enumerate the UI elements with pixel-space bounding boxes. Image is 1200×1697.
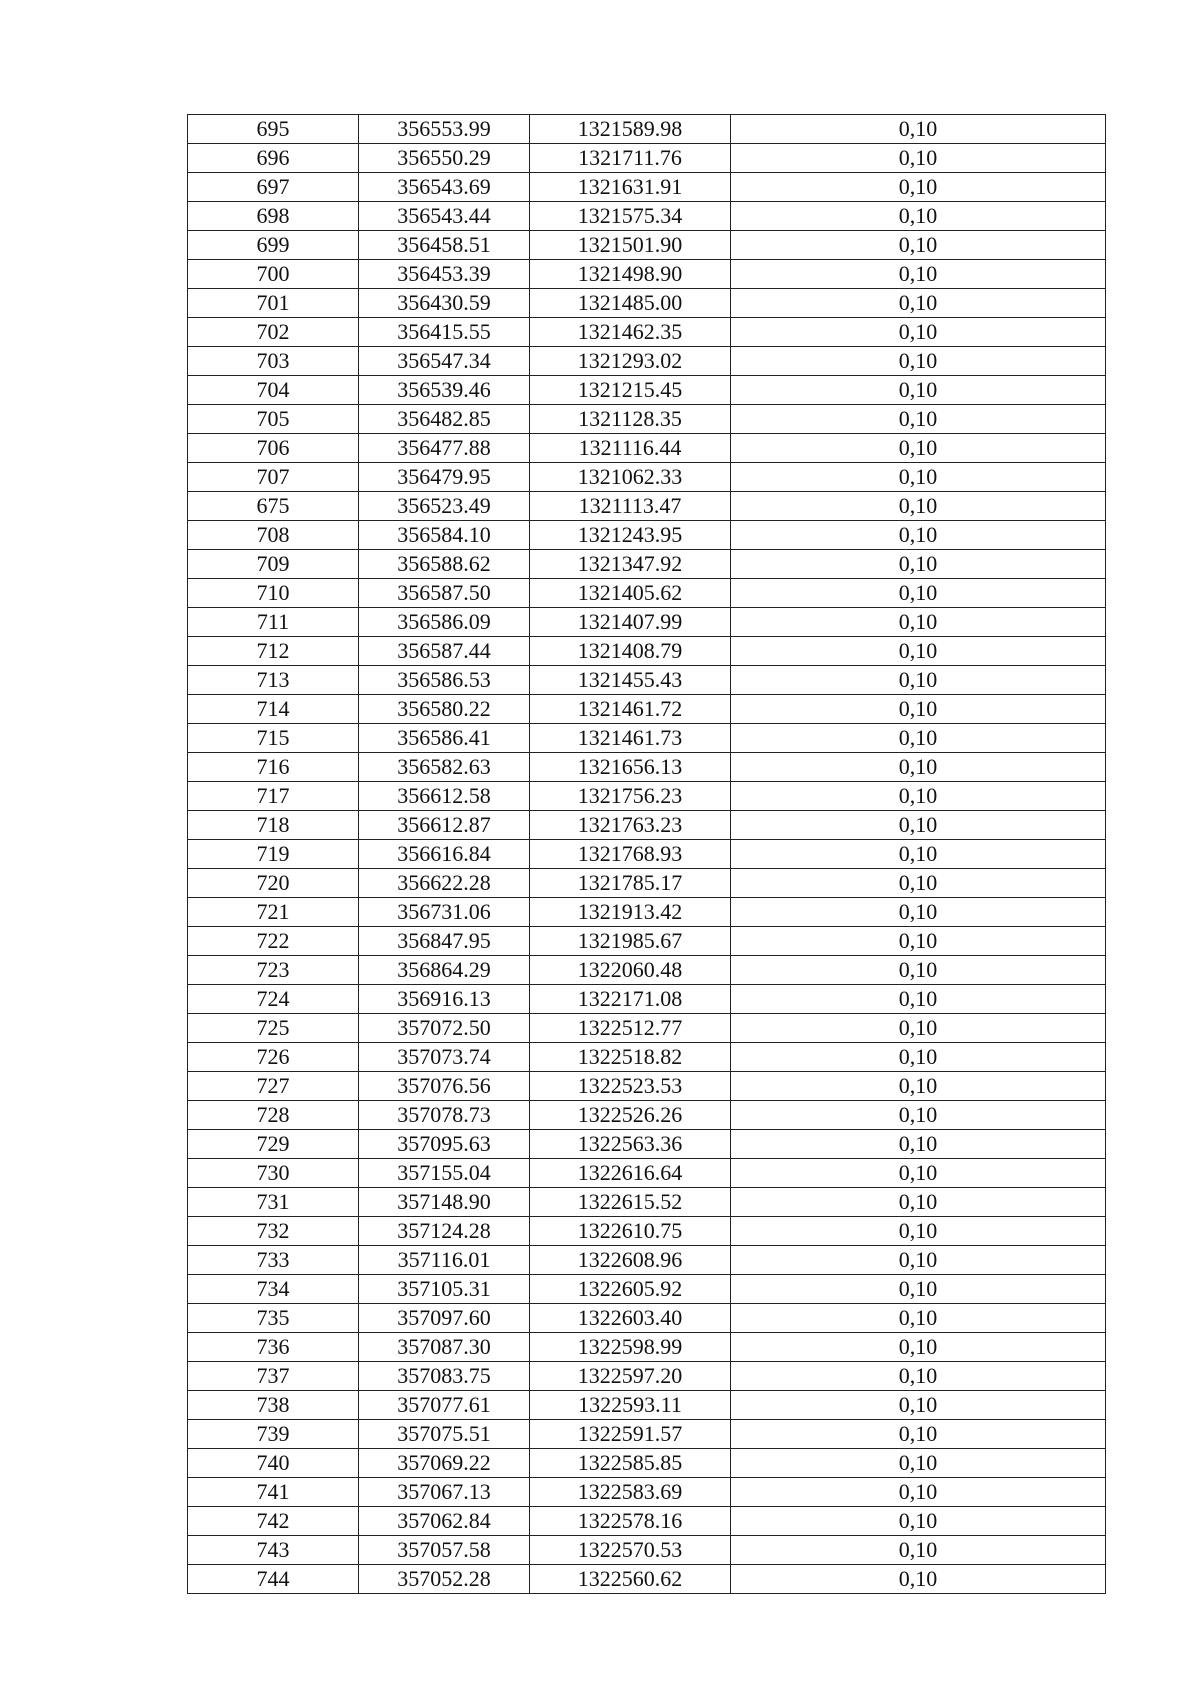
- value-cell: 0,10: [731, 1072, 1106, 1101]
- point-number-cell: 716: [188, 753, 359, 782]
- x-coordinate-cell: 356586.09: [359, 608, 530, 637]
- value-cell: 0,10: [731, 1536, 1106, 1565]
- point-number-cell: 696: [188, 144, 359, 173]
- point-number-cell: 717: [188, 782, 359, 811]
- table-row: [188, 289, 1106, 318]
- table-row: [188, 318, 1106, 347]
- value-cell: 0,10: [731, 608, 1106, 637]
- point-number-cell: 701: [188, 289, 359, 318]
- x-coordinate-cell: 357062.84: [359, 1507, 530, 1536]
- value-cell: 0,10: [731, 289, 1106, 318]
- y-coordinate-cell: 1322518.82: [530, 1043, 731, 1072]
- x-coordinate-cell: 356415.55: [359, 318, 530, 347]
- table-row: [188, 405, 1106, 434]
- value-cell: 0,10: [731, 956, 1106, 985]
- table-row: [188, 202, 1106, 231]
- table-row: [188, 1072, 1106, 1101]
- value-cell: 0,10: [731, 637, 1106, 666]
- x-coordinate-cell: 356539.46: [359, 376, 530, 405]
- point-number-cell: 713: [188, 666, 359, 695]
- x-coordinate-cell: 357069.22: [359, 1449, 530, 1478]
- point-number-cell: 698: [188, 202, 359, 231]
- y-coordinate-cell: 1321243.95: [530, 521, 731, 550]
- x-coordinate-cell: 356477.88: [359, 434, 530, 463]
- value-cell: 0,10: [731, 1043, 1106, 1072]
- value-cell: 0,10: [731, 1188, 1106, 1217]
- y-coordinate-cell: 1322060.48: [530, 956, 731, 985]
- y-coordinate-cell: 1321913.42: [530, 898, 731, 927]
- point-number-cell: 730: [188, 1159, 359, 1188]
- y-coordinate-cell: 1321461.72: [530, 695, 731, 724]
- table-row: [188, 753, 1106, 782]
- x-coordinate-cell: 356612.87: [359, 811, 530, 840]
- x-coordinate-cell: 356864.29: [359, 956, 530, 985]
- y-coordinate-cell: 1322526.26: [530, 1101, 731, 1130]
- value-cell: 0,10: [731, 202, 1106, 231]
- value-cell: 0,10: [731, 1478, 1106, 1507]
- point-number-cell: 728: [188, 1101, 359, 1130]
- value-cell: 0,10: [731, 492, 1106, 521]
- table-row: [188, 1217, 1106, 1246]
- value-cell: 0,10: [731, 434, 1106, 463]
- y-coordinate-cell: 1322598.99: [530, 1333, 731, 1362]
- table-row: [188, 492, 1106, 521]
- value-cell: 0,10: [731, 1159, 1106, 1188]
- y-coordinate-cell: 1321785.17: [530, 869, 731, 898]
- table-row: [188, 231, 1106, 260]
- table-row: [188, 347, 1106, 376]
- y-coordinate-cell: 1321113.47: [530, 492, 731, 521]
- y-coordinate-cell: 1321498.90: [530, 260, 731, 289]
- value-cell: 0,10: [731, 1304, 1106, 1333]
- table-row: [188, 463, 1106, 492]
- table-row: [188, 782, 1106, 811]
- y-coordinate-cell: 1322563.36: [530, 1130, 731, 1159]
- x-coordinate-cell: 356616.84: [359, 840, 530, 869]
- x-coordinate-cell: 357067.13: [359, 1478, 530, 1507]
- y-coordinate-cell: 1322512.77: [530, 1014, 731, 1043]
- point-number-cell: 725: [188, 1014, 359, 1043]
- x-coordinate-cell: 356458.51: [359, 231, 530, 260]
- point-number-cell: 736: [188, 1333, 359, 1362]
- point-number-cell: 697: [188, 173, 359, 202]
- y-coordinate-cell: 1321462.35: [530, 318, 731, 347]
- point-number-cell: 695: [188, 115, 359, 144]
- point-number-cell: 709: [188, 550, 359, 579]
- point-number-cell: 723: [188, 956, 359, 985]
- table-row: [188, 1130, 1106, 1159]
- y-coordinate-cell: 1321347.92: [530, 550, 731, 579]
- x-coordinate-cell: 356580.22: [359, 695, 530, 724]
- table-row: [188, 1043, 1106, 1072]
- table-row: [188, 1507, 1106, 1536]
- point-number-cell: 700: [188, 260, 359, 289]
- point-number-cell: 726: [188, 1043, 359, 1072]
- value-cell: 0,10: [731, 1565, 1106, 1594]
- point-number-cell: 741: [188, 1478, 359, 1507]
- value-cell: 0,10: [731, 753, 1106, 782]
- y-coordinate-cell: 1322603.40: [530, 1304, 731, 1333]
- value-cell: 0,10: [731, 985, 1106, 1014]
- y-coordinate-cell: 1321589.98: [530, 115, 731, 144]
- point-number-cell: 705: [188, 405, 359, 434]
- point-number-cell: 702: [188, 318, 359, 347]
- y-coordinate-cell: 1322578.16: [530, 1507, 731, 1536]
- x-coordinate-cell: 356482.85: [359, 405, 530, 434]
- table-row: [188, 579, 1106, 608]
- x-coordinate-cell: 357078.73: [359, 1101, 530, 1130]
- x-coordinate-cell: 356430.59: [359, 289, 530, 318]
- y-coordinate-cell: 1321128.35: [530, 405, 731, 434]
- y-coordinate-cell: 1321656.13: [530, 753, 731, 782]
- point-number-cell: 740: [188, 1449, 359, 1478]
- table-row: [188, 840, 1106, 869]
- y-coordinate-cell: 1322605.92: [530, 1275, 731, 1304]
- x-coordinate-cell: 357155.04: [359, 1159, 530, 1188]
- point-number-cell: 739: [188, 1420, 359, 1449]
- point-number-cell: 738: [188, 1391, 359, 1420]
- value-cell: 0,10: [731, 318, 1106, 347]
- x-coordinate-cell: 357076.56: [359, 1072, 530, 1101]
- y-coordinate-cell: 1322171.08: [530, 985, 731, 1014]
- value-cell: 0,10: [731, 840, 1106, 869]
- y-coordinate-cell: 1321985.67: [530, 927, 731, 956]
- y-coordinate-cell: 1321407.99: [530, 608, 731, 637]
- table-row: [188, 1449, 1106, 1478]
- table-row: [188, 260, 1106, 289]
- point-number-cell: 675: [188, 492, 359, 521]
- value-cell: 0,10: [731, 463, 1106, 492]
- point-number-cell: 722: [188, 927, 359, 956]
- y-coordinate-cell: 1322608.96: [530, 1246, 731, 1275]
- x-coordinate-cell: 357083.75: [359, 1362, 530, 1391]
- y-coordinate-cell: 1321756.23: [530, 782, 731, 811]
- x-coordinate-cell: 356453.39: [359, 260, 530, 289]
- x-coordinate-cell: 357148.90: [359, 1188, 530, 1217]
- y-coordinate-cell: 1321215.45: [530, 376, 731, 405]
- table-row: [188, 550, 1106, 579]
- x-coordinate-cell: 356523.49: [359, 492, 530, 521]
- value-cell: 0,10: [731, 1217, 1106, 1246]
- y-coordinate-cell: 1321405.62: [530, 579, 731, 608]
- x-coordinate-cell: 356550.29: [359, 144, 530, 173]
- y-coordinate-cell: 1322570.53: [530, 1536, 731, 1565]
- point-number-cell: 706: [188, 434, 359, 463]
- y-coordinate-cell: 1322583.69: [530, 1478, 731, 1507]
- x-coordinate-cell: 356553.99: [359, 115, 530, 144]
- y-coordinate-cell: 1321768.93: [530, 840, 731, 869]
- value-cell: 0,10: [731, 1246, 1106, 1275]
- point-number-cell: 737: [188, 1362, 359, 1391]
- y-coordinate-cell: 1322593.11: [530, 1391, 731, 1420]
- x-coordinate-cell: 357097.60: [359, 1304, 530, 1333]
- value-cell: 0,10: [731, 1449, 1106, 1478]
- y-coordinate-cell: 1321461.73: [530, 724, 731, 753]
- y-coordinate-cell: 1322616.64: [530, 1159, 731, 1188]
- value-cell: 0,10: [731, 1275, 1106, 1304]
- point-number-cell: 703: [188, 347, 359, 376]
- value-cell: 0,10: [731, 1507, 1106, 1536]
- point-number-cell: 744: [188, 1565, 359, 1594]
- x-coordinate-cell: 357077.61: [359, 1391, 530, 1420]
- table-row: [188, 898, 1106, 927]
- x-coordinate-cell: 357072.50: [359, 1014, 530, 1043]
- y-coordinate-cell: 1321116.44: [530, 434, 731, 463]
- table-row: [188, 376, 1106, 405]
- table-row: [188, 1246, 1106, 1275]
- value-cell: 0,10: [731, 811, 1106, 840]
- value-cell: 0,10: [731, 695, 1106, 724]
- y-coordinate-cell: 1321501.90: [530, 231, 731, 260]
- x-coordinate-cell: 356586.53: [359, 666, 530, 695]
- point-number-cell: 735: [188, 1304, 359, 1333]
- table-row: [188, 1014, 1106, 1043]
- point-number-cell: 699: [188, 231, 359, 260]
- y-coordinate-cell: 1322560.62: [530, 1565, 731, 1594]
- y-coordinate-cell: 1321485.00: [530, 289, 731, 318]
- table-row: [188, 1101, 1106, 1130]
- point-number-cell: 729: [188, 1130, 359, 1159]
- value-cell: 0,10: [731, 1130, 1106, 1159]
- x-coordinate-cell: 357087.30: [359, 1333, 530, 1362]
- value-cell: 0,10: [731, 376, 1106, 405]
- point-number-cell: 710: [188, 579, 359, 608]
- point-number-cell: 742: [188, 1507, 359, 1536]
- x-coordinate-cell: 356622.28: [359, 869, 530, 898]
- table-row: [188, 1478, 1106, 1507]
- table-row: [188, 869, 1106, 898]
- table-row: [188, 1333, 1106, 1362]
- y-coordinate-cell: 1322591.57: [530, 1420, 731, 1449]
- point-number-cell: 711: [188, 608, 359, 637]
- x-coordinate-cell: 356547.34: [359, 347, 530, 376]
- x-coordinate-cell: 356584.10: [359, 521, 530, 550]
- value-cell: 0,10: [731, 1420, 1106, 1449]
- value-cell: 0,10: [731, 173, 1106, 202]
- table-row: [188, 666, 1106, 695]
- point-number-cell: 708: [188, 521, 359, 550]
- y-coordinate-cell: 1321763.23: [530, 811, 731, 840]
- point-number-cell: 733: [188, 1246, 359, 1275]
- y-coordinate-cell: 1321062.33: [530, 463, 731, 492]
- table-row: [188, 115, 1106, 144]
- value-cell: 0,10: [731, 724, 1106, 753]
- table-row: [188, 173, 1106, 202]
- x-coordinate-cell: 357073.74: [359, 1043, 530, 1072]
- table-row: [188, 1420, 1106, 1449]
- table-row: [188, 637, 1106, 666]
- table-row: [188, 1304, 1106, 1333]
- x-coordinate-cell: 356543.69: [359, 173, 530, 202]
- x-coordinate-cell: 356479.95: [359, 463, 530, 492]
- value-cell: 0,10: [731, 869, 1106, 898]
- point-number-cell: 704: [188, 376, 359, 405]
- value-cell: 0,10: [731, 1101, 1106, 1130]
- x-coordinate-cell: 356847.95: [359, 927, 530, 956]
- y-coordinate-cell: 1322585.85: [530, 1449, 731, 1478]
- table-row: [188, 724, 1106, 753]
- y-coordinate-cell: 1321293.02: [530, 347, 731, 376]
- point-number-cell: 715: [188, 724, 359, 753]
- point-number-cell: 707: [188, 463, 359, 492]
- x-coordinate-cell: 356916.13: [359, 985, 530, 1014]
- table-row: [188, 985, 1106, 1014]
- coordinates-table: [187, 114, 1106, 1594]
- x-coordinate-cell: 356586.41: [359, 724, 530, 753]
- point-number-cell: 720: [188, 869, 359, 898]
- x-coordinate-cell: 357116.01: [359, 1246, 530, 1275]
- x-coordinate-cell: 356543.44: [359, 202, 530, 231]
- table-row: [188, 1565, 1106, 1594]
- point-number-cell: 734: [188, 1275, 359, 1304]
- y-coordinate-cell: 1322597.20: [530, 1362, 731, 1391]
- y-coordinate-cell: 1321711.76: [530, 144, 731, 173]
- table-row: [188, 1275, 1106, 1304]
- y-coordinate-cell: 1322610.75: [530, 1217, 731, 1246]
- table-row: [188, 695, 1106, 724]
- value-cell: 0,10: [731, 1391, 1106, 1420]
- x-coordinate-cell: 357124.28: [359, 1217, 530, 1246]
- x-coordinate-cell: 356582.63: [359, 753, 530, 782]
- value-cell: 0,10: [731, 579, 1106, 608]
- point-number-cell: 714: [188, 695, 359, 724]
- x-coordinate-cell: 356587.50: [359, 579, 530, 608]
- value-cell: 0,10: [731, 260, 1106, 289]
- table-row: [188, 956, 1106, 985]
- x-coordinate-cell: 357095.63: [359, 1130, 530, 1159]
- point-number-cell: 712: [188, 637, 359, 666]
- table-row: [188, 1536, 1106, 1565]
- table-row: [188, 144, 1106, 173]
- value-cell: 0,10: [731, 782, 1106, 811]
- table-row: [188, 927, 1106, 956]
- y-coordinate-cell: 1322615.52: [530, 1188, 731, 1217]
- value-cell: 0,10: [731, 550, 1106, 579]
- x-coordinate-cell: 357057.58: [359, 1536, 530, 1565]
- table-row: [188, 1391, 1106, 1420]
- table-row: [188, 434, 1106, 463]
- y-coordinate-cell: 1321631.91: [530, 173, 731, 202]
- point-number-cell: 731: [188, 1188, 359, 1217]
- x-coordinate-cell: 356588.62: [359, 550, 530, 579]
- y-coordinate-cell: 1321575.34: [530, 202, 731, 231]
- table-row: [188, 1362, 1106, 1391]
- point-number-cell: 719: [188, 840, 359, 869]
- value-cell: 0,10: [731, 347, 1106, 376]
- value-cell: 0,10: [731, 115, 1106, 144]
- point-number-cell: 732: [188, 1217, 359, 1246]
- y-coordinate-cell: 1322523.53: [530, 1072, 731, 1101]
- x-coordinate-cell: 356587.44: [359, 637, 530, 666]
- value-cell: 0,10: [731, 405, 1106, 434]
- y-coordinate-cell: 1321408.79: [530, 637, 731, 666]
- table-row: [188, 1188, 1106, 1217]
- table-row: [188, 1159, 1106, 1188]
- x-coordinate-cell: 356731.06: [359, 898, 530, 927]
- table-row: [188, 521, 1106, 550]
- value-cell: 0,10: [731, 898, 1106, 927]
- value-cell: 0,10: [731, 521, 1106, 550]
- y-coordinate-cell: 1321455.43: [530, 666, 731, 695]
- x-coordinate-cell: 356612.58: [359, 782, 530, 811]
- point-number-cell: 721: [188, 898, 359, 927]
- x-coordinate-cell: 357105.31: [359, 1275, 530, 1304]
- table-row: [188, 811, 1106, 840]
- x-coordinate-cell: 357052.28: [359, 1565, 530, 1594]
- value-cell: 0,10: [731, 1333, 1106, 1362]
- point-number-cell: 743: [188, 1536, 359, 1565]
- point-number-cell: 724: [188, 985, 359, 1014]
- point-number-cell: 718: [188, 811, 359, 840]
- value-cell: 0,10: [731, 144, 1106, 173]
- value-cell: 0,10: [731, 231, 1106, 260]
- x-coordinate-cell: 357075.51: [359, 1420, 530, 1449]
- value-cell: 0,10: [731, 1014, 1106, 1043]
- value-cell: 0,10: [731, 666, 1106, 695]
- value-cell: 0,10: [731, 1362, 1106, 1391]
- point-number-cell: 727: [188, 1072, 359, 1101]
- table-row: [188, 608, 1106, 637]
- coordinates-table-body: [188, 115, 1106, 1594]
- value-cell: 0,10: [731, 927, 1106, 956]
